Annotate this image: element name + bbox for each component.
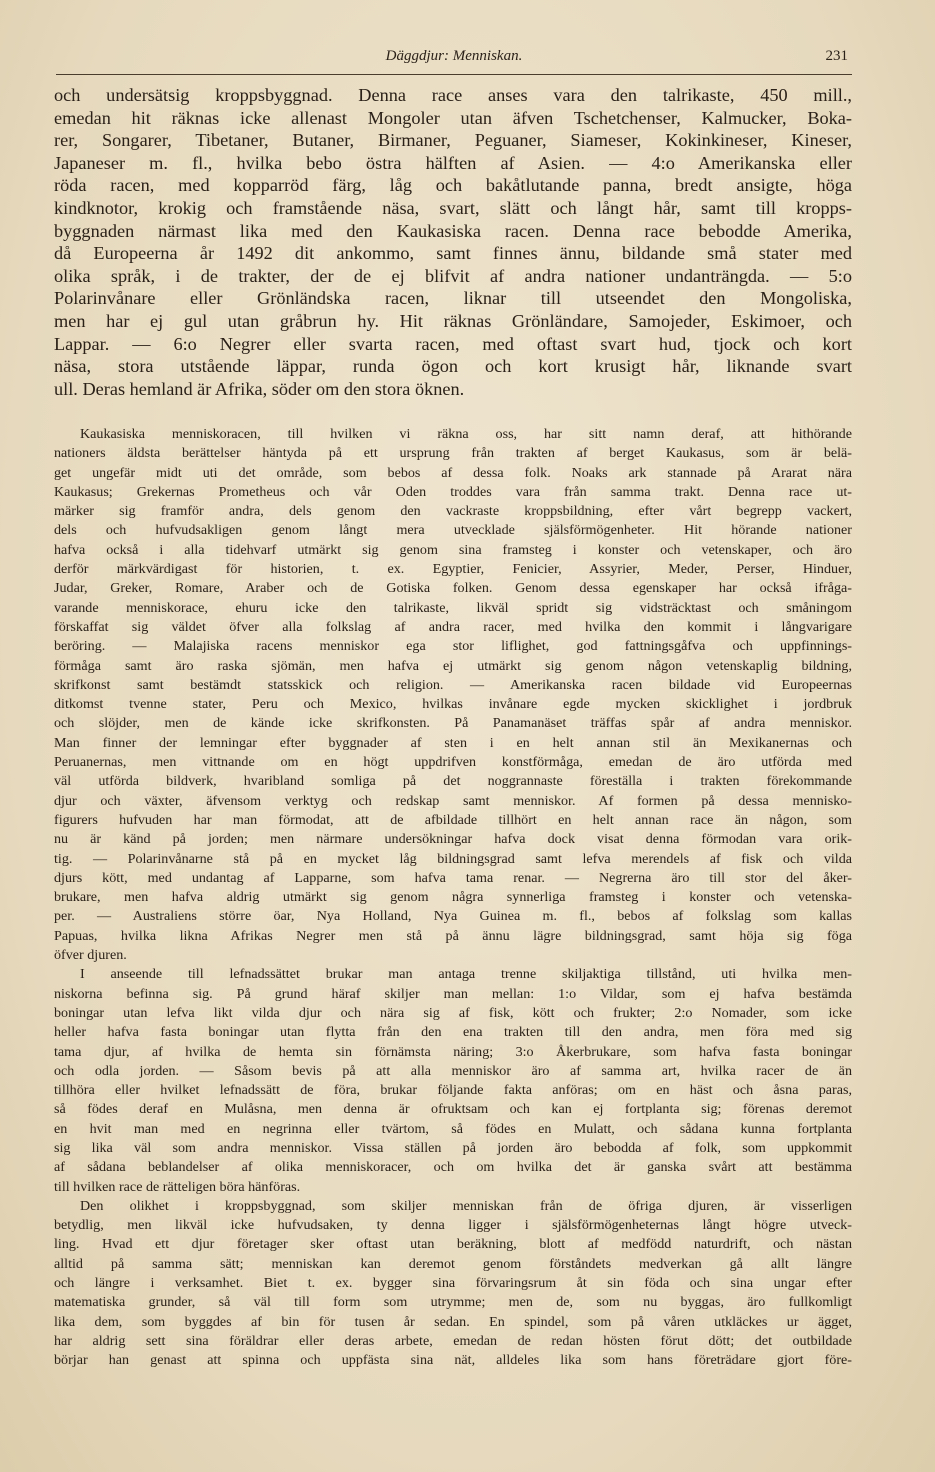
page-header — [54, 48, 854, 70]
text-line: förskaffat sig väldet öfver alla folkslag af andra racer, med hvilka den kommit i långvarigare — [54, 618, 852, 635]
text-line: börjar han genast att spinna och uppfästa sina nät, alldeles lika som hans företrädare gjort före- — [54, 1352, 852, 1369]
text-line: ling. Hvad ett djur företager sker oftast utan beräkning, blott af medfödd naturdrift, och nästan — [54, 1236, 852, 1253]
header-rule — [56, 74, 852, 75]
text-line: nationers äldsta berättelser häntyda på ett ursprung från trakten af berget Kaukasus, som är belä- — [54, 445, 852, 462]
text-line: till hvilken race de rätteligen böra hänföras. — [54, 1178, 301, 1195]
text-line: derför märkvärdigast för historien, t. ex. Egyptier, Fenicier, Assyrier, Meder, Perser, Hinduer, — [54, 561, 852, 578]
page-number: 231 — [825, 48, 848, 64]
text-line: djurs kött, med undantag af Lapparne, som hafva tama renar. — Negrerna äro till stor del åker- — [54, 869, 852, 886]
text-line: Japaneser m. fl., hvilka bebo östra hälften af Asien. — 4:o Amerikanska eller — [54, 152, 852, 173]
text-line: lika dem, som byggdes af bin för tusen år sedan. En spindel, som på våren utkläckes ur ägget, — [54, 1313, 852, 1330]
main-text — [54, 84, 852, 400]
text-line: beröring. — Malajiska racens menniskor ega stor liflighet, god fattningsgåfva och uppfinnings- — [54, 638, 852, 655]
text-line: öfver djuren. — [54, 947, 127, 964]
text-line: har aldrig sett sina föräldrar eller deras arbete, emedan de redan hösten förut dött; det outbildade — [54, 1332, 852, 1349]
text-line: och slöjder, men de kände icke skrifkonsten. På Panamanäset träffas spår af andra menniskor. — [54, 715, 852, 732]
text-line: byggnaden närmast lika med den Kaukasiska racen. Denna race bebodde Amerika, — [54, 220, 852, 241]
text-line: Papuas, hvilka likna Afrikas Negrer men stå på ännu lägre bildningsgrad, samt höja sig föga — [54, 927, 852, 944]
text-line: I anseende till lefnadssättet brukar man antaga trenne skiljaktiga tillstånd, uti hvilka men- — [80, 966, 852, 983]
text-line: men har ej gul utan gråbrun hy. Hit räknas Grönländare, Samojeder, Eskimoer, och — [54, 310, 852, 331]
text-line: skrifkonst samt bestämdt statsskick och religion. — Amerikanska racen bildade vid Europeernas — [54, 676, 852, 693]
text-line: rer, Songarer, Tibetaner, Butaner, Birmaner, Peguaner, Siameser, Kokinkineser, Kineser, — [54, 130, 852, 151]
text-line: en hvit man med en negrinna eller tvärtom, så födes en Mulatt, och sådana kunna fortplanta — [54, 1120, 852, 1137]
text-line: kindknotor, krokig och framstående näsa, svart, slätt och långt hår, samt till kropps- — [54, 197, 852, 218]
text-line: röda racen, med kopparröd färg, låg och bakåtlutande panna, bredt ansigte, höga — [54, 175, 852, 196]
text-line: olika språk, i de trakter, der de ej blifvit af andra nationer undanträngda. — 5:o — [54, 265, 852, 286]
text-line: Kaukasiska menniskoracen, till hvilken vi räkna oss, har sitt namn deraf, att hithörande — [80, 426, 852, 442]
text-line: nu är känd på jorden; men närmare undersökningar hafva dock visat denna förmodan vara orik- — [54, 831, 852, 848]
text-line: så födes deraf en Mulåsna, men denna är ofruktsam och kan ej fortplanta sig; förenas deremot — [54, 1101, 852, 1118]
text-line: boningar utan lefva likt vilda djur och nära sig af fisk, kött och frukter; 2:o Nomader, som icke — [54, 1004, 852, 1021]
text-line: varande menniskorace, ehuru icke den talrikaste, likväl spridt sig vidsträcktast och småningom — [54, 599, 852, 616]
text-line: tama djur, af hvilka de hemta sin förnämsta näring; 3:o Åkerbrukare, som hafva fasta boningar — [54, 1043, 852, 1060]
text-line: emedan hit räknas icke allenast Mongoler utan äfven Tschetchenser, Kalmucker, Boka- — [54, 107, 852, 128]
text-line: ull. Deras hemland är Afrika, söder om den stora öknen. — [54, 378, 465, 399]
text-line: då Europeerna år 1492 dit ankommo, samt finnes ännu, bildande små stater med — [54, 243, 852, 264]
text-line: tillhöra eller hvilket lefnadssätt de föra, brukar följande fakta anföras; om en häst och åsna paras, — [54, 1082, 852, 1099]
text-line: Man finner der lemningar efter byggnader af sten i en helt annan stil än Mexikanernas och — [54, 734, 852, 751]
text-line: och odla jorden. — Såsom bevis på att alla menniskor äro af samma art, hvilka racer de än — [54, 1062, 852, 1079]
text-line: niskorna befinna sig. På grund häraf skiljer man mellan: 1:o Vildar, som ej hafva bestämda — [54, 985, 852, 1002]
text-line: af sådana beblandelser af olika menniskoracer, och om hvilka det är ganska svårt att bestämma — [54, 1159, 852, 1176]
text-line: figurers hufvuden har man förmodat, att de afbildade tillhört en helt annan race än någon, som — [54, 811, 852, 828]
text-line: alltid på samma sätt; menniskan kan deremot genom förståndets medverkan gå allt längre — [54, 1255, 852, 1272]
text-line: sig lika väl som andra menniskor. Vissa ställen på jorden äro bebodda af folk, som uppkommit — [54, 1139, 852, 1156]
text-line: betydlig, men likväl icke hufvudsaken, ty denna ligger i själsförmögenheternas långt högre utveck- — [54, 1217, 852, 1234]
text-line: märker sig framför andra, dels genom den vackraste kroppsbildning, efter vårt begrepp vackert, — [54, 503, 852, 520]
text-line: näsa, stora utstående läppar, runda ögon och kort krusigt hår, liknande svart — [54, 356, 852, 377]
small-print-text — [54, 425, 852, 1371]
text-line: per. — Australiens större öar, Nya Holland, Nya Guinea m. fl., bebos af folkslag som kallas — [54, 908, 852, 925]
text-line: väl utförda bildverk, hvaribland somliga på det noggrannaste föreställa i trakten förekommande — [54, 773, 852, 790]
running-title: Däggdjur: Menniskan. — [385, 48, 523, 64]
text-line: Judar, Greker, Romare, Araber och de Gotiska folken. Genom dessa egenskaper har också ifråga- — [54, 580, 852, 597]
text-line: och undersätsig kroppsbyggnad. Denna race anses vara den talrikaste, 450 mill., — [54, 85, 852, 105]
text-line: Kaukasus; Grekernas Prometheus och vår Oden troddes vara från samma trakt. Denna race ut- — [54, 483, 852, 500]
text-line: och längre i verksamhet. Biet t. ex. bygger sina förvaringsrum åt sin föda och sina ungar efter — [54, 1275, 852, 1292]
text-line: hafva också i alla tidehvarf utmärkt sig genom sina framsteg i konster och vetenskaper, och äro — [54, 541, 852, 558]
text-line: brukare, men hafva aldrig utmärkt sig genom några synnerliga framsteg i konster och vetenska- — [54, 889, 852, 906]
text-line: matematiska grunder, så väl till form som utrymme; men de, som nu byggas, äro fullkomligt — [54, 1294, 852, 1311]
text-line: Peruanernas, men vittnande om en högt uppdrifven konstförmåga, emedan de äro utförda med — [54, 754, 852, 771]
text-line: djur och växter, äfvensom verktyg och redskap samt menniskor. Af formen på dessa mennisko- — [54, 792, 852, 809]
text-line: get ungefär midt uti det område, som bebos af dessa folk. Noaks ark stannade på Ararat nära — [54, 464, 852, 481]
text-line: Polarinvånare eller Grönländska racen, liknar till utseendet den Mongoliska, — [54, 288, 852, 309]
text-line: Den olikhet i kroppsbyggnad, som skiljer menniskan från de öfriga djuren, är visserligen — [80, 1197, 852, 1214]
text-line: dels och hufvudsakligen genom långt mera utvecklade själsförmögenheter. Hit hörande nationer — [54, 522, 852, 539]
text-line: heller hafva fasta boningar utan flytta från den ena trakten till den andra, men föra med sig — [54, 1024, 852, 1041]
text-line: tig. — Polarinvånarne stå på en mycket låg bildningsgrad samt lefva merendels af fisk och vilda — [54, 850, 852, 867]
text-line: förmåga samt äro raska sjömän, men hafva ej utmärkt sig genom någon vetenskaplig bildning, — [54, 657, 852, 674]
text-line: ditkomst tvenne stater, Peru och Mexico, hvilkas invånare egde mycken skicklighet i jordbruk — [54, 696, 852, 713]
text-line: Lappar. — 6:o Negrer eller svarta racen, med oftast svart hud, tjock och kort — [54, 333, 852, 354]
